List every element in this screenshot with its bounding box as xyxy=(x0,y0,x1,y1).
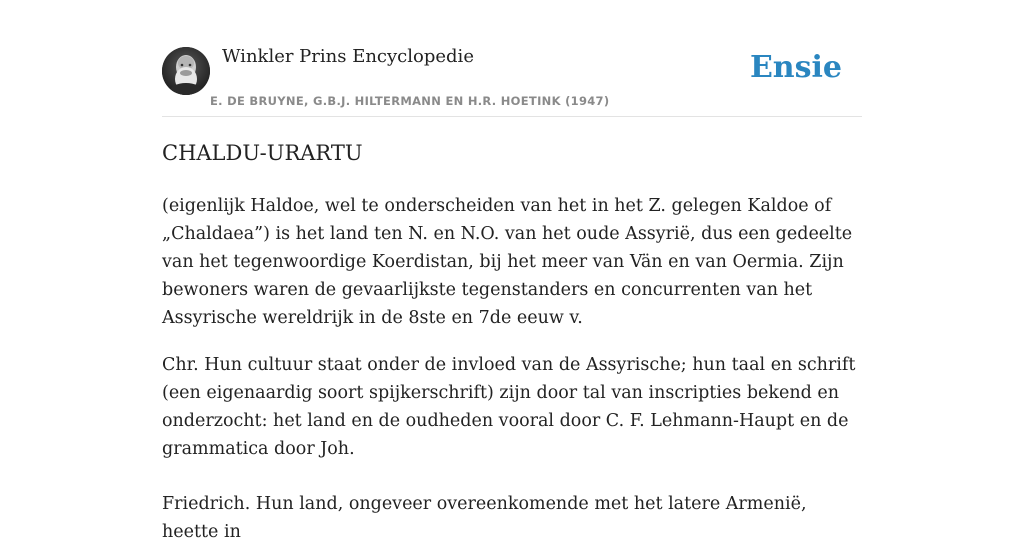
article-paragraph: Friedrich. Hun land, ongeveer overeenkomende met het latere Armenië, heette in xyxy=(162,494,807,542)
author-portrait-icon xyxy=(162,47,210,95)
header xyxy=(162,0,862,117)
article-paragraph: (eigenlijk Haldoe, wel te onderscheiden van het in het Z. gelegen Kaldoe of „Chaldaea”) is het land ten N. en N.O. van het oude Assyrië, dus een gedeelte van het tegenwoordige Koerdistan, bij het meer van Vän en van Oermia. Zijn bewoners waren de gevaarlijkste tegenstanders en concurrenten van het Assyrische wereldrijk in de 8ste en 7de eeuw v. xyxy=(162,196,853,328)
publication-authors: E. DE BRUYNE, G.B.J. HILTERMANN EN H.R. HOETINK (1947) xyxy=(210,94,610,108)
page xyxy=(162,0,862,542)
brand-logo[interactable]: Ensie xyxy=(749,50,842,85)
publication-title[interactable]: Winkler Prins Encyclopedie xyxy=(222,46,474,67)
article-paragraph: Chr. Hun cultuur staat onder de invloed van de Assyrische; hun taal en schrift (een eigenaardig soort spijkerschrift) zijn door tal van inscripties bekend en onderzocht: het land en de oudheden vooral door C. F. Lehmann-Haupt en de grammatica door Joh. xyxy=(162,355,856,459)
author-portrait-avatar[interactable] xyxy=(162,47,210,95)
article-title: CHALDU-URARTU xyxy=(162,141,363,165)
